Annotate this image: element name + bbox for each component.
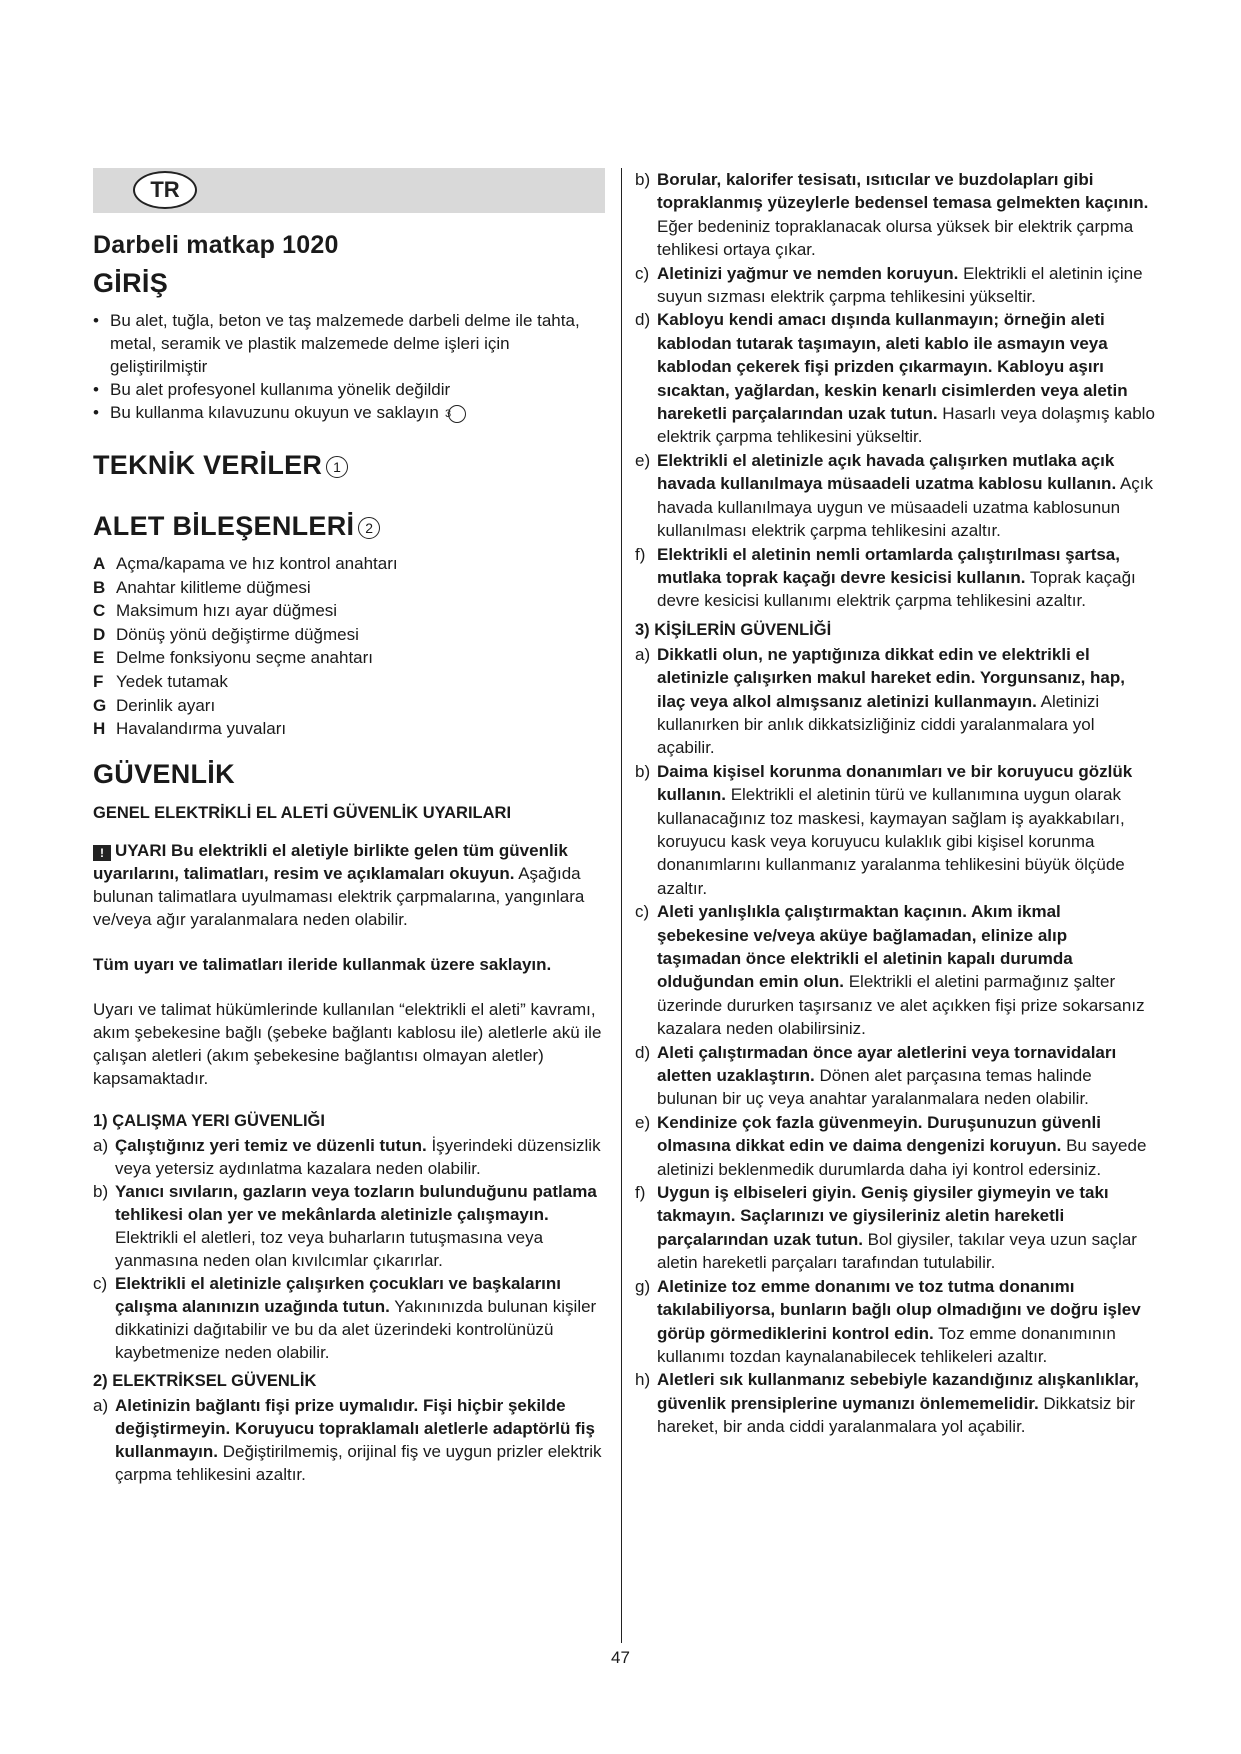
list-item: d) Aleti çalıştırmadan önce ayar aletlerini veya tornavidaları aletten uzaklaştırın. Dönen alet parçasına temas halinde bulunan bir uç veya anahtar yaralanmalara neden olabilir. <box>635 1042 1117 1109</box>
list-item: d) Kabloyu kendi amacı dışında kullanmayın; örneğin aleti kablodan tutarak taşımayın, aleti kablo ile asmayın veya kablodan çekerek fişi prizden çıkarmayın. Kabloyu aşırı sıcaktan, yağlardan, keskin kenarlı cisimlerden veya aletin hareketli parçalarından uzak tutun. Hasarlı veya dolaşmış kablo elektrik çarpma tehlikesini yükseltir. <box>635 310 1155 447</box>
left-column <box>93 168 605 1486</box>
list-item: b) Yanıcı sıvıların, gazların veya tozların bulunduğunu patlama tehlikesi olan yer ve mekânlarda aletinizle çalışmayın. Elektrikli el aletleri, toz veya buharların tutuşmasına veya yanmasına neden olan kıvılcımlar çıkarırlar. <box>93 1181 597 1270</box>
list-item: e) Kendinize çok fazla güvenmeyin. Duruşunuzun güvenli olmasına dikkat edin ve daima dengenizi koruyun. Bu sayede aletinizi beklenmedik durumlarda daha iyi kontrol edersiniz. <box>635 1112 1147 1179</box>
section-heading: 2) ELEKTRİKSEL GÜVENLİK <box>93 1371 317 1390</box>
figure-ref-2: 2 <box>358 517 380 539</box>
list-item: H Havalandırma yuvaları <box>93 719 287 739</box>
column-divider <box>621 168 622 1643</box>
intro-heading: GİRİŞ <box>93 268 169 298</box>
list-item: c) Elektrikli el aletinizle çalışırken çocukları ve başkalarını çalışma alanınızın uzağında tutun. Yakınınızda bulunan kişiler dikkatinizi dağıtabilir ve bu da alet üzerindeki kontrolünüzü kaybetmenize neden olabilir. <box>93 1273 597 1362</box>
safety-subheading: GENEL ELEKTRİKLİ EL ALETİ GÜVENLİK UYARILARI <box>93 803 512 822</box>
list-item: C Maksimum hızı ayar düğmesi <box>93 601 338 621</box>
components-list <box>93 552 605 741</box>
list-item: f) Uygun iş elbiseleri giyin. Geniş giysiler giymeyin ve takı takmayın. Saçlarınızı ve giysileriniz aletin hareketli parçalarından uzak tutun. Bol giysiler, takılar veya uzun saçlar aletin hareketli parçaları tarafından tutulabilir. <box>635 1183 1137 1273</box>
intro-list <box>93 309 605 424</box>
list-item: • Bu alet profesyonel kullanıma yönelik değildir <box>93 378 605 401</box>
list-item: F Yedek tutamak <box>93 671 228 691</box>
warning-icon: ! <box>93 845 111 861</box>
list-item: a) Aletinizin bağlantı fişi prize uymalıdır. Fişi hiçbir şekilde değiştirmeyin. Koruyucu topraklamalı aletlerle adaptörlü fiş kullanmayın. Değiştirilmemiş, orijinal fiş ve uygun prizler elektrik çarpma tehlikesini azaltır. <box>93 1395 602 1484</box>
page-title: Darbeli matkap 1020 <box>93 231 339 259</box>
list-item: E Delme fonksiyonu seçme anahtarı <box>93 648 374 668</box>
list-item: G Derinlik ayarı <box>93 695 216 715</box>
list-item: a) Çalıştığınız yeri temiz ve düzenli tutun. İşyerindeki düzensizlik veya yetersiz aydınlatma kazalara neden olabilir. <box>93 1135 601 1178</box>
definition-paragraph: Uyarı ve talimat hükümlerinde kullanılan “elektrikli el aleti” kavramı, akım şebekesine bağlı (şebeke bağlantı kablosu ile) aletlerle akü ile çalışan aletleri (akım şebekesine bağlantısı olmayan aletler) kapsamaktadır. <box>93 999 602 1088</box>
list-item: g) Aletinize toz emme donanımı ve toz tutma donanımı takılabiliyorsa, bunların bağlı olup olmadığını ve doğru işlev görüp görmediklerini kontrol edin. Toz emme donanımının kullanımı tozdan kaynalanabilecek tehlikeleri azaltır. <box>635 1276 1141 1366</box>
language-badge: TR <box>133 171 197 209</box>
list-item: e) Elektrikli el aletinizle açık havada çalışırken mutlaka açık havada kullanılmaya müsaadeli uzatma kablosu kullanın. Açık havada kullanılmaya uygun ve müsaadeli uzatma kablosunun kullanılması elektrik çarpma tehlikesini azaltır. <box>635 450 1154 541</box>
list-item: A Açma/kapama ve hız kontrol anahtarı <box>93 554 398 573</box>
right-column <box>635 168 1155 1439</box>
page-number: 47 <box>611 1648 630 1667</box>
list-item: h) Aletleri sık kullanmanız sebebiyle kazandığınız alışkanlıklar, güvenlik prensiplerine uymanızı önlememelidir. Dikkatsiz bir hareket, bir anda ciddi yaralanmalara yol açabilir. <box>635 1370 1139 1437</box>
tech-heading: TEKNİK VERİLER 1 <box>93 450 605 481</box>
warning-paragraph: ! UYARI Bu elektrikli el aletiyle birlikte gelen tüm güvenlik uyarılarını, talimatları, resim ve açıklamaları okuyun. Aşağıda bulunan talimatlara uyulmaması elektrik çarpmalarına, yangınlara ve/veya ağır yaralanmalara neden olabilir. <box>93 840 585 929</box>
list-item: b) Daima kişisel korunma donanımları ve bir koruyucu gözlük kullanın. Elektrikli el aletinin türü ve kullanımına uygun olarak kullanacağınız toz maskesi, kaymayan sağlam iş ayakkabıları, koruyucu kask veya koruyucu kulaklık gibi kişisel korunma donanımlarını kullanmanız yaralanma tehlikesini büyük ölçüde azaltır. <box>635 761 1133 898</box>
list-item: c) Aletinizi yağmur ve nemden koruyun. Elektrikli el aletinin içine suyun sızması elektrik çarpma tehlikesini yükseltir. <box>635 263 1143 307</box>
list-item: f) Elektrikli el aletinin nemli ortamlarda çalıştırılması şartsa, mutlaka toprak kaçağı devre kesicisi kullanın. Toprak kaçağı devre kesicisi kullanımı elektrik çarpma tehlikesini azaltır. <box>635 544 1136 611</box>
list-item: c) Aleti yanlışlıkla çalıştırmaktan kaçının. Akım ikmal şebekesine ve/veya aküye bağlamadan, elinize alıp taşımadan önce elektrikli el aletinin kapalı durumda olduğundan emin olun. Elektrikli el aletini parmağınız şalter üzerinde dururken taşırsanız ve alet açıkken fişi prize sokarsanız kazalara neden olabilirsiniz. <box>635 902 1145 1039</box>
list-item: D Dönüş yönü değiştirme düğmesi <box>93 624 359 644</box>
list-item: b) Borular, kalorifer tesisatı, ısıtıcılar ve buzdolapları gibi topraklanmış yüzeylerle bedensel temasa gelmekten kaçının. Eğer bedeniniz topraklanacak olursa yüksek bir elektrik çarpma tehlikesi ortaya çıkar. <box>635 170 1149 260</box>
list-item: B Anahtar kilitleme düğmesi <box>93 577 311 597</box>
safety-heading: GÜVENLİK <box>93 758 235 789</box>
section-heading: 1) ÇALIŞMA YERI GÜVENLIĞI <box>93 1111 325 1130</box>
section-heading: 3) KİŞİLERİN GÜVENLİĞİ <box>635 620 832 639</box>
keep-instructions: Tüm uyarı ve talimatları ileride kullanmak üzere saklayın. <box>93 954 552 974</box>
components-heading: ALET BİLEŞENLERİ 2 <box>93 511 605 542</box>
list-item: a) Dikkatli olun, ne yaptığınıza dikkat edin ve elektrikli el aletinizle çalışırken makul hareket edin. Yorgunsanız, hap, ilaç veya alkol almışsanız aletinizi kullanmayın. Aletinizi kullanırken bir anlık dikkatsizliğiniz ciddi yaralanmalara yol açabilir. <box>635 644 1125 758</box>
list-item: • Bu alet, tuğla, beton ve taş malzemede darbeli delme ile tahta, metal, seramik ve plastik malzemede delme işleri için geliştirilmiştir <box>93 309 605 378</box>
figure-ref-1: 1 <box>326 456 348 478</box>
language-banner <box>93 168 605 213</box>
list-item: • Bu kullanma kılavuzunu okuyun ve saklayın 3 <box>93 401 605 424</box>
figure-ref-3: 3 <box>448 405 466 423</box>
